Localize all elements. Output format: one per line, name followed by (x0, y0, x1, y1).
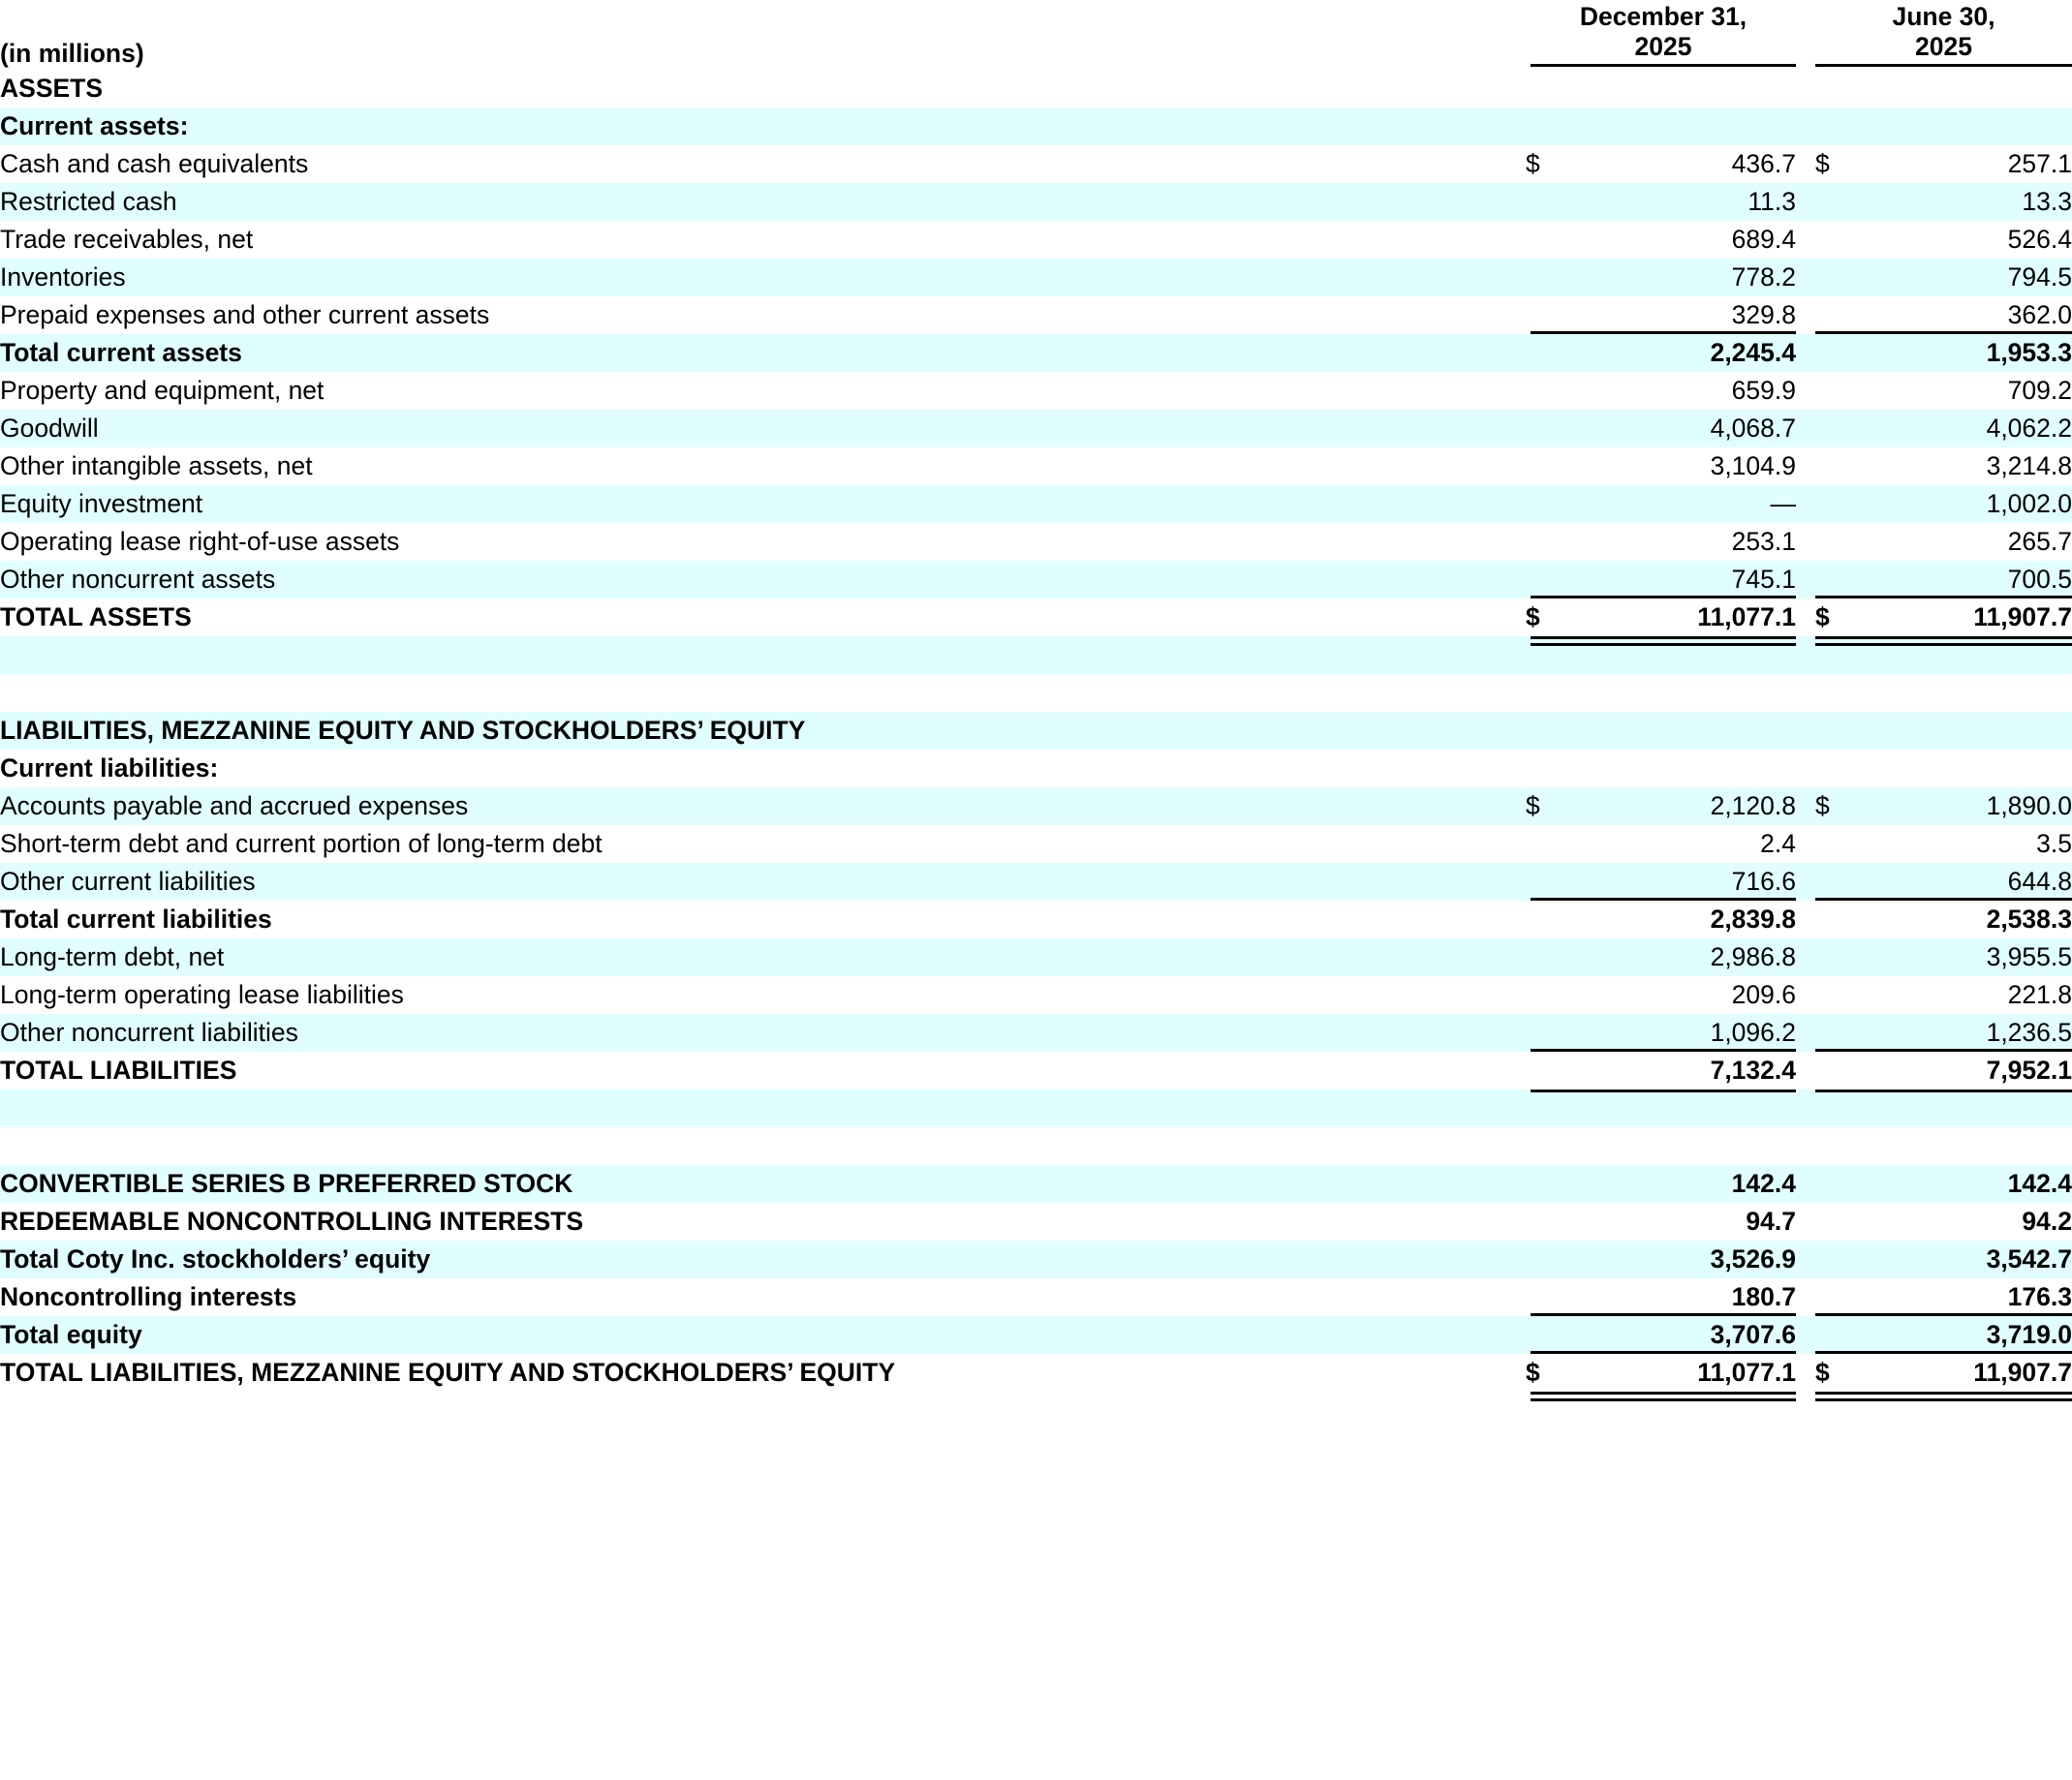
value-december: 209.6 (1568, 976, 1796, 1014)
column-gap (1796, 787, 1815, 825)
value-december: 436.7 (1568, 145, 1796, 183)
value-december (1568, 712, 1796, 750)
currency-symbol-december (1526, 107, 1568, 145)
subtotal-top-rule-december (1531, 596, 1796, 598)
row-label: Restricted cash (0, 183, 1526, 221)
final-total-bottom-rule-june (1815, 1392, 2072, 1395)
column-gap (1796, 712, 1815, 750)
currency-symbol-december (1526, 863, 1568, 901)
currency-symbol-december (1526, 712, 1568, 750)
value-june: 3,542.7 (1858, 1241, 2072, 1278)
table-row (0, 296, 2072, 334)
units-header-spacer (1796, 0, 1815, 70)
final-total-bottom-rule-june (1815, 1398, 2072, 1401)
column-gap (1796, 1014, 1815, 1052)
currency-symbol-june (1815, 1052, 1858, 1089)
currency-symbol-december (1526, 1052, 1568, 1089)
currency-symbol-june (1815, 296, 1858, 334)
table-row (0, 334, 2072, 372)
column-gap (1796, 674, 1815, 712)
row-label: Noncontrolling interests (0, 1278, 1526, 1316)
value-december (1568, 1127, 1796, 1165)
row-label: Total Coty Inc. stockholders’ equity (0, 1241, 1526, 1278)
value-june: 709.2 (1858, 372, 2072, 410)
total-liabilities-bottom-rule-june (1815, 1089, 2072, 1092)
value-december: 2,120.8 (1568, 787, 1796, 825)
currency-symbol-june (1815, 107, 1858, 145)
currency-symbol-june (1815, 1089, 1858, 1127)
column-gap (1796, 296, 1815, 334)
currency-symbol-june (1815, 1316, 1858, 1354)
currency-symbol-december: $ (1526, 787, 1568, 825)
column-gap (1796, 1203, 1815, 1241)
table-row (0, 107, 2072, 145)
currency-symbol-december: $ (1526, 1354, 1568, 1392)
subtotal-top-rule-december (1531, 1049, 1796, 1052)
column-gap (1796, 447, 1815, 485)
row-label: Operating lease right-of-use assets (0, 523, 1526, 561)
column-header-december-line1: December 31, (1579, 2, 1747, 31)
currency-symbol-june (1815, 70, 1858, 107)
currency-symbol-june (1815, 901, 1858, 938)
column-gap (1796, 145, 1815, 183)
value-june: 700.5 (1858, 561, 2072, 598)
column-gap (1796, 107, 1815, 145)
header-rule-june (1815, 64, 2072, 67)
table-row (0, 901, 2072, 938)
subtotal-top-rule-june (1815, 596, 2072, 598)
currency-symbol-june (1815, 561, 1858, 598)
value-june: 526.4 (1858, 221, 2072, 259)
value-december: 142.4 (1568, 1165, 1796, 1203)
column-gap (1796, 938, 1815, 976)
value-december: 11,077.1 (1568, 1354, 1796, 1392)
value-december: 2,245.4 (1568, 334, 1796, 372)
value-june: 3.5 (1858, 825, 2072, 863)
table-row (0, 750, 2072, 787)
column-gap (1796, 1089, 1815, 1127)
column-gap (1796, 1316, 1815, 1354)
currency-symbol-december (1526, 1127, 1568, 1165)
grand-total-bottom-rule-december (1531, 643, 1796, 646)
table-row (0, 863, 2072, 901)
row-label: TOTAL LIABILITIES (0, 1052, 1526, 1089)
currency-symbol-december (1526, 901, 1568, 938)
column-gap (1796, 372, 1815, 410)
column-gap (1796, 561, 1815, 598)
row-label: Total current assets (0, 334, 1526, 372)
row-label: Total current liabilities (0, 901, 1526, 938)
currency-symbol-december (1526, 221, 1568, 259)
row-label: Property and equipment, net (0, 372, 1526, 410)
currency-symbol-december (1526, 1014, 1568, 1052)
currency-symbol-june (1815, 976, 1858, 1014)
currency-symbol-june (1815, 334, 1858, 372)
row-label: TOTAL ASSETS (0, 598, 1526, 636)
column-gap (1796, 334, 1815, 372)
currency-symbol-june (1815, 221, 1858, 259)
row-label: Other noncurrent assets (0, 561, 1526, 598)
table-row (0, 410, 2072, 447)
row-label: Other intangible assets, net (0, 447, 1526, 485)
currency-symbol-june (1815, 674, 1858, 712)
value-december: 94.7 (1568, 1203, 1796, 1241)
column-gap (1796, 1354, 1815, 1392)
currency-symbol-june (1815, 1241, 1858, 1278)
value-december: 180.7 (1568, 1278, 1796, 1316)
currency-symbol-december (1526, 1278, 1568, 1316)
currency-symbol-june (1815, 712, 1858, 750)
currency-symbol-june (1815, 410, 1858, 447)
table-row (0, 787, 2072, 825)
value-december (1568, 107, 1796, 145)
table-row (0, 938, 2072, 976)
currency-symbol-june (1815, 825, 1858, 863)
row-label: Cash and cash equivalents (0, 145, 1526, 183)
column-gap (1796, 70, 1815, 107)
value-december: 11.3 (1568, 183, 1796, 221)
currency-symbol-december (1526, 750, 1568, 787)
currency-symbol-june (1815, 485, 1858, 523)
subtotal-top-rule-june (1815, 898, 2072, 901)
table-row (0, 1354, 2072, 1392)
value-june: 11,907.7 (1858, 1354, 2072, 1392)
value-december (1568, 674, 1796, 712)
value-june: 3,719.0 (1858, 1316, 2072, 1354)
column-gap (1796, 636, 1815, 674)
value-december: 3,707.6 (1568, 1316, 1796, 1354)
column-gap (1796, 523, 1815, 561)
value-june: 11,907.7 (1858, 598, 2072, 636)
column-gap (1796, 1241, 1815, 1278)
row-label: LIABILITIES, MEZZANINE EQUITY AND STOCKHOLDERS’ EQUITY (0, 712, 1526, 750)
currency-symbol-december (1526, 561, 1568, 598)
value-december: 329.8 (1568, 296, 1796, 334)
currency-symbol-june (1815, 863, 1858, 901)
row-label: Long-term debt, net (0, 938, 1526, 976)
value-june: 221.8 (1858, 976, 2072, 1014)
currency-symbol-december (1526, 1316, 1568, 1354)
value-december: 2,839.8 (1568, 901, 1796, 938)
value-june: 94.2 (1858, 1203, 2072, 1241)
table-row (0, 259, 2072, 296)
currency-symbol-june (1815, 1127, 1858, 1165)
table-row (0, 1052, 2072, 1089)
value-december: 7,132.4 (1568, 1052, 1796, 1089)
row-label (0, 1127, 1526, 1165)
currency-symbol-june (1815, 447, 1858, 485)
value-december: 253.1 (1568, 523, 1796, 561)
value-june (1858, 712, 2072, 750)
header-rule-december (1531, 64, 1796, 67)
value-june: 176.3 (1858, 1278, 2072, 1316)
value-june: 3,955.5 (1858, 938, 2072, 976)
table-row (0, 523, 2072, 561)
value-december: — (1568, 485, 1796, 523)
table-row (0, 145, 2072, 183)
currency-symbol-december (1526, 183, 1568, 221)
table-row (0, 1127, 2072, 1165)
currency-symbol-june (1815, 1165, 1858, 1203)
final-total-bottom-rule-december (1531, 1398, 1796, 1401)
currency-symbol-december (1526, 523, 1568, 561)
value-june: 257.1 (1858, 145, 2072, 183)
value-june: 1,890.0 (1858, 787, 2072, 825)
value-december: 659.9 (1568, 372, 1796, 410)
currency-symbol-december (1526, 1089, 1568, 1127)
value-december (1568, 70, 1796, 107)
table-row (0, 1089, 2072, 1127)
column-gap (1796, 825, 1815, 863)
value-december (1568, 750, 1796, 787)
currency-symbol-june (1815, 259, 1858, 296)
table-row (0, 598, 2072, 636)
currency-symbol-june (1815, 1203, 1858, 1241)
currency-symbol-december (1526, 70, 1568, 107)
currency-symbol-december (1526, 976, 1568, 1014)
value-june: 1,002.0 (1858, 485, 2072, 523)
subtotal-top-rule-december (1531, 1313, 1796, 1316)
currency-symbol-june: $ (1815, 1354, 1858, 1392)
column-gap (1796, 410, 1815, 447)
row-label: Current assets: (0, 107, 1526, 145)
column-gap (1796, 598, 1815, 636)
table-row (0, 674, 2072, 712)
value-june: 265.7 (1858, 523, 2072, 561)
column-gap (1796, 1278, 1815, 1316)
currency-symbol-june (1815, 750, 1858, 787)
subtotal-top-rule-june (1815, 1351, 2072, 1354)
currency-symbol-december (1526, 296, 1568, 334)
currency-symbol-december (1526, 674, 1568, 712)
value-june: 142.4 (1858, 1165, 2072, 1203)
currency-symbol-june: $ (1815, 145, 1858, 183)
table-row (0, 183, 2072, 221)
row-label: Equity investment (0, 485, 1526, 523)
row-label: Short-term debt and current portion of long-term debt (0, 825, 1526, 863)
row-label: Current liabilities: (0, 750, 1526, 787)
currency-symbol-december (1526, 825, 1568, 863)
subtotal-top-rule-december (1531, 1351, 1796, 1354)
currency-symbol-december (1526, 636, 1568, 674)
currency-symbol-december: $ (1526, 598, 1568, 636)
value-december (1568, 1089, 1796, 1127)
row-label: CONVERTIBLE SERIES B PREFERRED STOCK (0, 1165, 1526, 1203)
row-label: TOTAL LIABILITIES, MEZZANINE EQUITY AND STOCKHOLDERS’ EQUITY (0, 1354, 1526, 1392)
row-label: Other noncurrent liabilities (0, 1014, 1526, 1052)
value-june: 1,953.3 (1858, 334, 2072, 372)
currency-symbol-december (1526, 1165, 1568, 1203)
column-gap (1796, 1165, 1815, 1203)
currency-symbol-june: $ (1815, 598, 1858, 636)
row-label: REDEEMABLE NONCONTROLLING INTERESTS (0, 1203, 1526, 1241)
currency-symbol-december (1526, 1241, 1568, 1278)
currency-symbol-december: $ (1526, 145, 1568, 183)
table-row (0, 712, 2072, 750)
column-header-june (1815, 2, 2072, 62)
row-label (0, 674, 1526, 712)
table-row (0, 636, 2072, 674)
table-row (0, 1014, 2072, 1052)
currency-symbol-december (1526, 410, 1568, 447)
table-row (0, 1165, 2072, 1203)
column-gap (1796, 901, 1815, 938)
table-row (0, 561, 2072, 598)
column-gap (1796, 750, 1815, 787)
grand-total-bottom-rule-december (1531, 636, 1796, 639)
column-gap (1796, 183, 1815, 221)
subtotal-top-rule-december (1531, 331, 1796, 334)
subtotal-top-rule-june (1815, 1049, 2072, 1052)
value-june (1858, 1127, 2072, 1165)
table-row (0, 1316, 2072, 1354)
row-label (0, 636, 1526, 674)
table-row (0, 447, 2072, 485)
currency-symbol-june (1815, 1014, 1858, 1052)
grand-total-bottom-rule-june (1815, 636, 2072, 639)
currency-symbol-december (1526, 447, 1568, 485)
table-row (0, 825, 2072, 863)
currency-symbol-june (1815, 1278, 1858, 1316)
value-june: 3,214.8 (1858, 447, 2072, 485)
column-gap (1796, 1127, 1815, 1165)
row-label: Trade receivables, net (0, 221, 1526, 259)
units-label: (in millions) (0, 0, 1526, 70)
table-row (0, 1241, 2072, 1278)
row-label: Accounts payable and accrued expenses (0, 787, 1526, 825)
value-june: 13.3 (1858, 183, 2072, 221)
total-liabilities-bottom-rule-december (1531, 1089, 1796, 1092)
value-june: 2,538.3 (1858, 901, 2072, 938)
subtotal-top-rule-december (1531, 898, 1796, 901)
table-row (0, 70, 2072, 107)
grand-total-bottom-rule-june (1815, 643, 2072, 646)
row-label: Inventories (0, 259, 1526, 296)
column-header-december (1531, 2, 1796, 62)
value-december: 778.2 (1568, 259, 1796, 296)
value-june: 362.0 (1858, 296, 2072, 334)
value-june: 1,236.5 (1858, 1014, 2072, 1052)
currency-symbol-june (1815, 523, 1858, 561)
value-december: 2,986.8 (1568, 938, 1796, 976)
value-december: 2.4 (1568, 825, 1796, 863)
currency-symbol-december (1526, 334, 1568, 372)
value-june: 644.8 (1858, 863, 2072, 901)
value-december: 1,096.2 (1568, 1014, 1796, 1052)
row-label: Goodwill (0, 410, 1526, 447)
value-june (1858, 107, 2072, 145)
column-header-june-line1: June 30, (1892, 2, 1995, 31)
row-label: Long-term operating lease liabilities (0, 976, 1526, 1014)
column-gap (1796, 1052, 1815, 1089)
value-december: 3,104.9 (1568, 447, 1796, 485)
table-row (0, 1203, 2072, 1241)
column-gap (1796, 221, 1815, 259)
subtotal-top-rule-june (1815, 1313, 2072, 1316)
value-december: 716.6 (1568, 863, 1796, 901)
column-gap (1796, 485, 1815, 523)
table-row (0, 221, 2072, 259)
column-header-december-line2: 2025 (1634, 32, 1692, 61)
row-label: Other current liabilities (0, 863, 1526, 901)
currency-symbol-june (1815, 183, 1858, 221)
value-june (1858, 750, 2072, 787)
value-december: 689.4 (1568, 221, 1796, 259)
currency-symbol-june (1815, 636, 1858, 674)
currency-symbol-december (1526, 372, 1568, 410)
currency-symbol-december (1526, 938, 1568, 976)
currency-symbol-june: $ (1815, 787, 1858, 825)
table-row (0, 372, 2072, 410)
currency-symbol-december (1526, 259, 1568, 296)
column-gap (1796, 976, 1815, 1014)
currency-symbol-december (1526, 485, 1568, 523)
final-total-bottom-rule-december (1531, 1392, 1796, 1395)
table-row (0, 485, 2072, 523)
currency-symbol-june (1815, 372, 1858, 410)
row-label: Total equity (0, 1316, 1526, 1354)
table-row (0, 1278, 2072, 1316)
row-label: ASSETS (0, 70, 1526, 107)
column-gap (1796, 259, 1815, 296)
subtotal-top-rule-june (1815, 331, 2072, 334)
value-december: 4,068.7 (1568, 410, 1796, 447)
value-june: 7,952.1 (1858, 1052, 2072, 1089)
value-june: 794.5 (1858, 259, 2072, 296)
row-label (0, 1089, 1526, 1127)
column-header-june-line2: 2025 (1915, 32, 1972, 61)
value-june (1858, 636, 2072, 674)
table-row (0, 976, 2072, 1014)
value-june (1858, 1089, 2072, 1127)
value-december (1568, 636, 1796, 674)
row-label: Prepaid expenses and other current assets (0, 296, 1526, 334)
value-june: 4,062.2 (1858, 410, 2072, 447)
value-december: 745.1 (1568, 561, 1796, 598)
currency-symbol-june (1815, 938, 1858, 976)
value-december: 3,526.9 (1568, 1241, 1796, 1278)
currency-symbol-december (1526, 1203, 1568, 1241)
value-june (1858, 674, 2072, 712)
value-june (1858, 70, 2072, 107)
value-december: 11,077.1 (1568, 598, 1796, 636)
column-gap (1796, 863, 1815, 901)
